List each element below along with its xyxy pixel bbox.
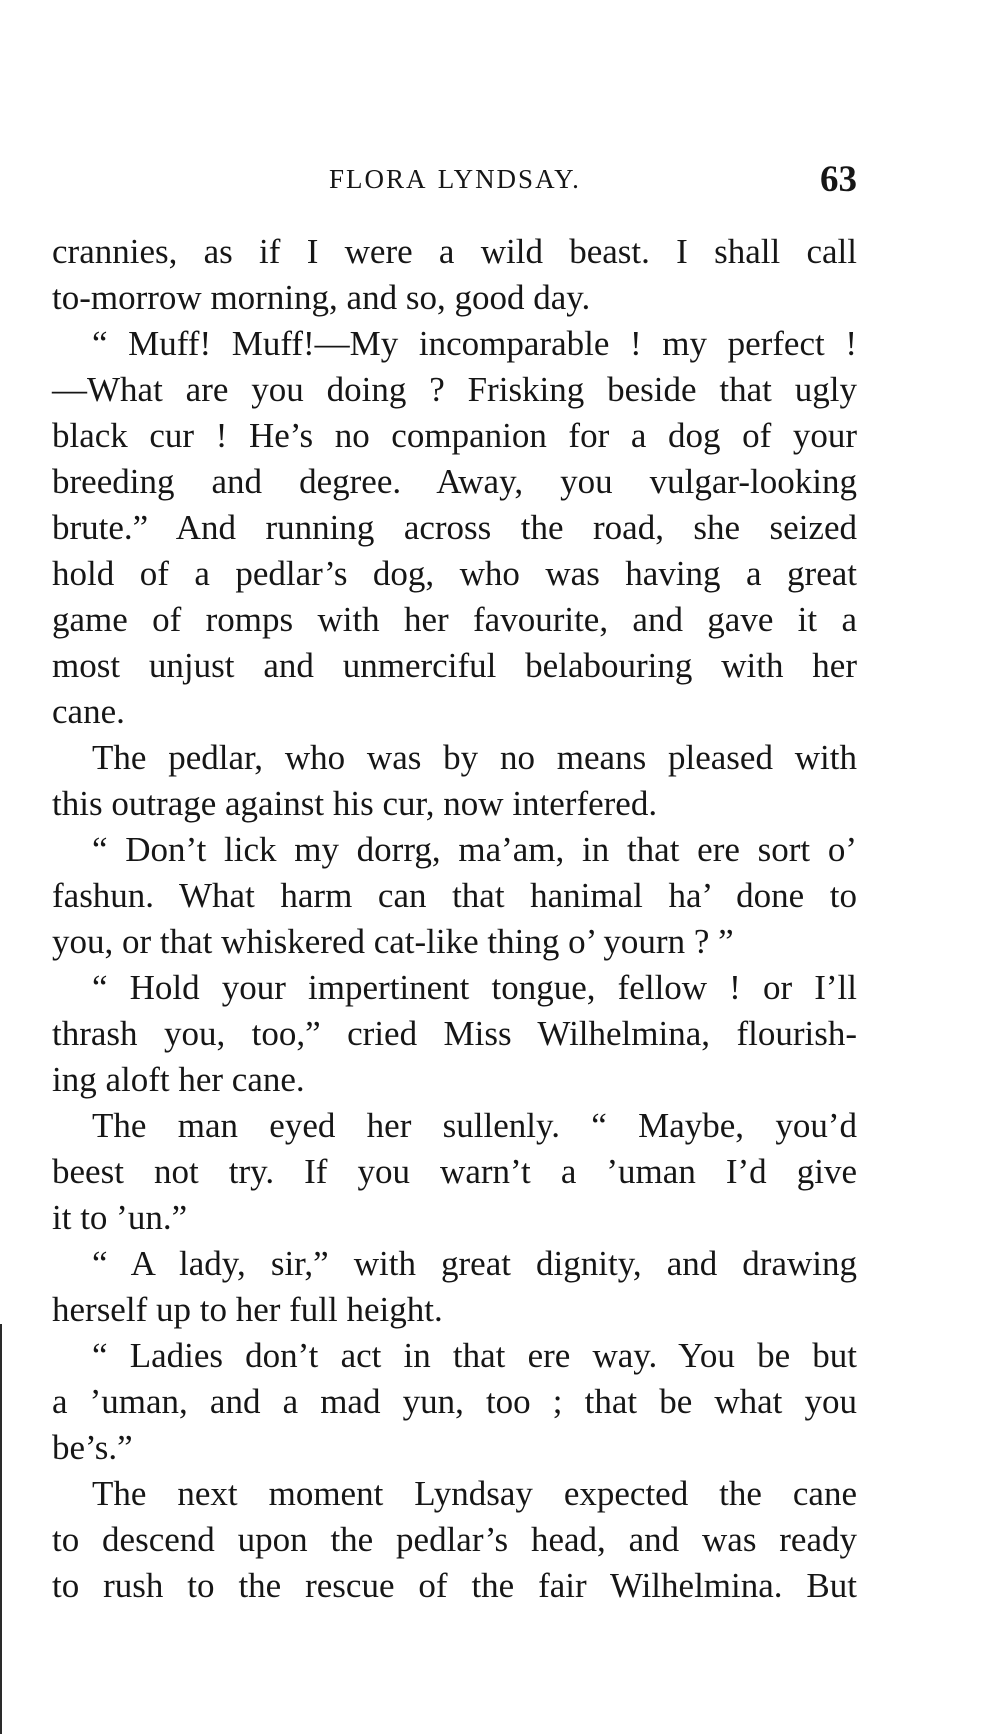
text-line: most unjust and unmerciful belabouring with her <box>52 646 857 685</box>
text-line: “ A lady, sir,” with great dignity, and drawing <box>92 1244 857 1283</box>
paragraph <box>52 1471 857 1609</box>
text-line: game of romps with her favourite, and gave it a <box>52 600 857 639</box>
text-line: brute.” And running across the road, she seized <box>52 508 857 547</box>
paragraph <box>52 827 857 965</box>
text-line: The pedlar, who was by no means pleased with <box>92 738 857 777</box>
text-line: hold of a pedlar’s dog, who was having a great <box>52 554 857 593</box>
text-line: “ Ladies don’t act in that ere way. You be but <box>92 1336 857 1375</box>
text-line: to rush to the rescue of the fair Wilhelmina. But <box>52 1566 857 1605</box>
text-line: to-morrow morning, and so, good day. <box>52 278 591 317</box>
paragraph <box>52 229 857 321</box>
paragraph <box>52 1103 857 1241</box>
paragraph <box>52 321 857 735</box>
text-line: ing aloft her cane. <box>52 1060 305 1099</box>
text-line: —What are you doing ? Frisking beside that ugly <box>52 370 857 409</box>
text-line: crannies, as if I were a wild beast. I shall call <box>52 232 857 271</box>
body-text <box>52 229 857 1609</box>
text-line: cane. <box>52 692 125 731</box>
scan-edge-line <box>0 1324 2 1734</box>
paragraph <box>52 1333 857 1471</box>
paragraph <box>52 735 857 827</box>
running-head <box>52 158 857 202</box>
text-line: it to ’un.” <box>52 1198 188 1237</box>
text-line: “ Hold your impertinent tongue, fellow ! or I’ll <box>92 968 857 1007</box>
text-line: to descend upon the pedlar’s head, and was ready <box>52 1520 857 1559</box>
text-line: you, or that whiskered cat-like thing o’ yourn ? ” <box>52 922 734 961</box>
text-line: herself up to her full height. <box>52 1290 443 1329</box>
paragraph <box>52 1241 857 1333</box>
running-title: FLORA LYNDSAY. <box>329 164 581 194</box>
text-line: beest not try. If you warn’t a ’uman I’d give <box>52 1152 857 1191</box>
text-line: a ’uman, and a mad yun, too ; that be what you <box>52 1382 857 1421</box>
text-line: fashun. What harm can that hanimal ha’ done to <box>52 876 857 915</box>
text-line: “ Don’t lick my dorrg, ma’am, in that ere sort o’ <box>92 830 857 869</box>
text-line: “ Muff! Muff!—My incomparable ! my perfect ! <box>92 324 857 363</box>
text-line: black cur ! He’s no companion for a dog of your <box>52 416 857 455</box>
text-line: thrash you, too,” cried Miss Wilhelmina, flourish- <box>52 1014 857 1053</box>
text-line: be’s.” <box>52 1428 133 1467</box>
page-number: 63 <box>820 159 857 200</box>
text-line: breeding and degree. Away, you vulgar-looking <box>52 462 857 501</box>
text-line: this outrage against his cur, now interfered. <box>52 784 658 823</box>
text-line: The man eyed her sullenly. “ Maybe, you’d <box>92 1106 857 1145</box>
paragraph <box>52 965 857 1103</box>
text-line: The next moment Lyndsay expected the cane <box>92 1474 857 1513</box>
